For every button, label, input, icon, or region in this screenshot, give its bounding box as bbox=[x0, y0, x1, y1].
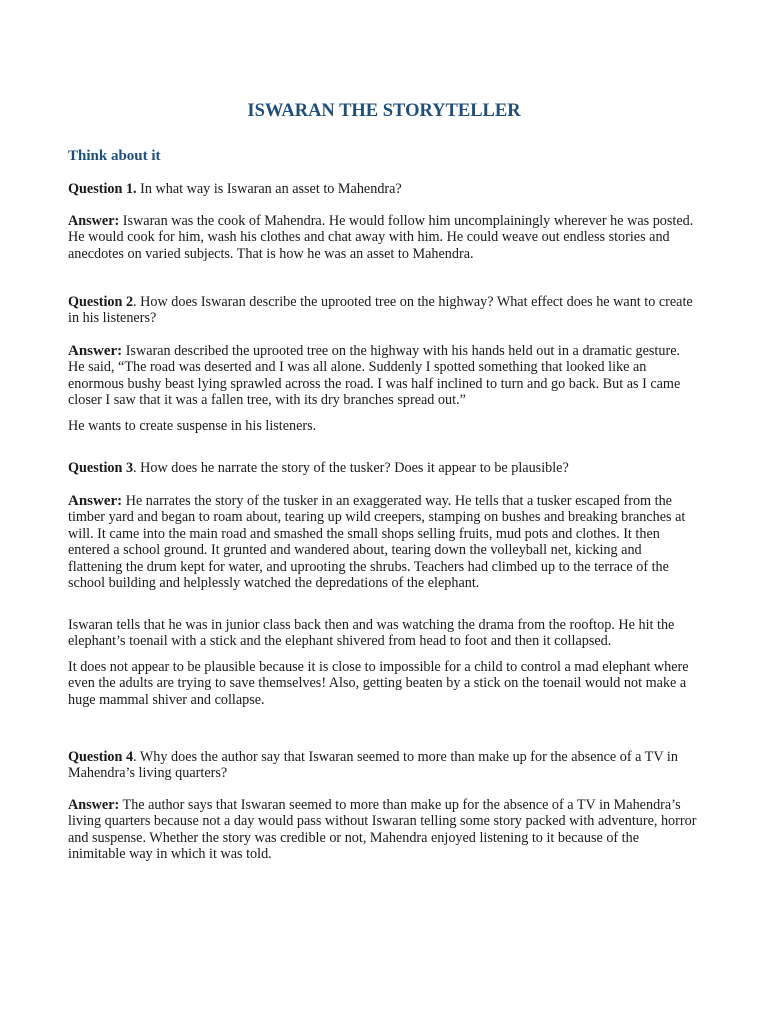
answer-2-text: Iswaran described the uprooted tree on the highway with his hands held out in a dramatic gesture. He said, “The road was deserted and I was all alone. Suddenly I spotted something that looked like an enormous bushy beast lying sprawled across the road. I was half inclined to turn and go back. But as I came closer I saw that it was a fallen tree, with its dry branches spread out.” bbox=[68, 343, 681, 409]
answer-1-text: Iswaran was the cook of Mahendra. He would follow him uncomplainingly wherever he was posted. He would cook for him, wash his clothes and chat away with him. He could weave out endless stories and anecdotes on varied subjects. That is how he was an asset to Mahendra. bbox=[68, 213, 694, 262]
question-2 bbox=[68, 294, 698, 327]
answer-4-text: The author says that Iswaran seemed to more than make up for the absence of a TV in Mahendra’s living quarters because not a day would pass without Iswaran telling some story packed with adventure, horror and suspense. Whether the story was credible or not, Mahendra enjoyed listening to it because of the inimitable way in which it was told. bbox=[68, 797, 697, 863]
answer-3-label: Answer: bbox=[68, 493, 123, 509]
question-4-text: . Why does the author say that Iswaran seemed to more than make up for the absence of a TV in Mahendra’s living quarters? bbox=[68, 749, 678, 782]
answer-3-paragraph-3: It does not appear to be plausible because it is close to impossible for a child to control a mad elephant where even the adults are trying to save themselves! Also, getting beaten by a stick on the toenail would not make a huge mammal shiver and collapse. bbox=[68, 659, 689, 708]
question-2-text: . How does Iswaran describe the uprooted tree on the highway? What effect does he want to create in his listeners? bbox=[68, 294, 693, 327]
answer-2-label: Answer: bbox=[68, 343, 123, 359]
answer-4 bbox=[68, 797, 698, 863]
answer-3 bbox=[68, 493, 698, 591]
question-4-label: Question 4 bbox=[68, 749, 134, 765]
question-1 bbox=[68, 181, 698, 197]
section-heading: Think about it bbox=[68, 148, 161, 164]
question-3-label: Question 3 bbox=[68, 460, 134, 476]
answer-1 bbox=[68, 213, 698, 262]
answer-4-label: Answer: bbox=[68, 797, 120, 813]
question-2-label: Question 2 bbox=[68, 294, 134, 310]
question-1-text: In what way is Iswaran an asset to Mahendra? bbox=[136, 181, 402, 197]
question-3-text: . How does he narrate the story of the tusker? Does it appear to be plausible? bbox=[133, 460, 569, 476]
answer-2-paragraph-2: He wants to create suspense in his listeners. bbox=[68, 418, 317, 434]
answer-3-paragraph-2: Iswaran tells that he was in junior class back then and was watching the drama from the rooftop. He hit the elephant’s toenail with a stick and the elephant shivered from head to foot and then it collapsed. bbox=[68, 617, 675, 650]
page-title: ISWARAN THE STORYTELLER bbox=[247, 101, 521, 121]
question-3 bbox=[68, 460, 698, 476]
question-1-label: Question 1. bbox=[68, 181, 137, 197]
question-4 bbox=[68, 749, 698, 782]
answer-1-label: Answer: bbox=[68, 213, 120, 229]
answer-2 bbox=[68, 343, 698, 409]
answer-3-text: He narrates the story of the tusker in an exaggerated way. He tells that a tusker escaped from the timber yard and began to roam about, tearing up wild creepers, stamping on bushes and breaking branches at will. It came into the main road and smashed the small shops selling fruits, mud pots and clothes. It then entered a school ground. It grunted and wandered about, tearing down the volleyball net, kicking and flattening the drum kept for water, and uprooting the shrubs. Teachers had climbed up to the terrace of the school building and helplessly watched the depredations of the elephant. bbox=[68, 493, 686, 592]
